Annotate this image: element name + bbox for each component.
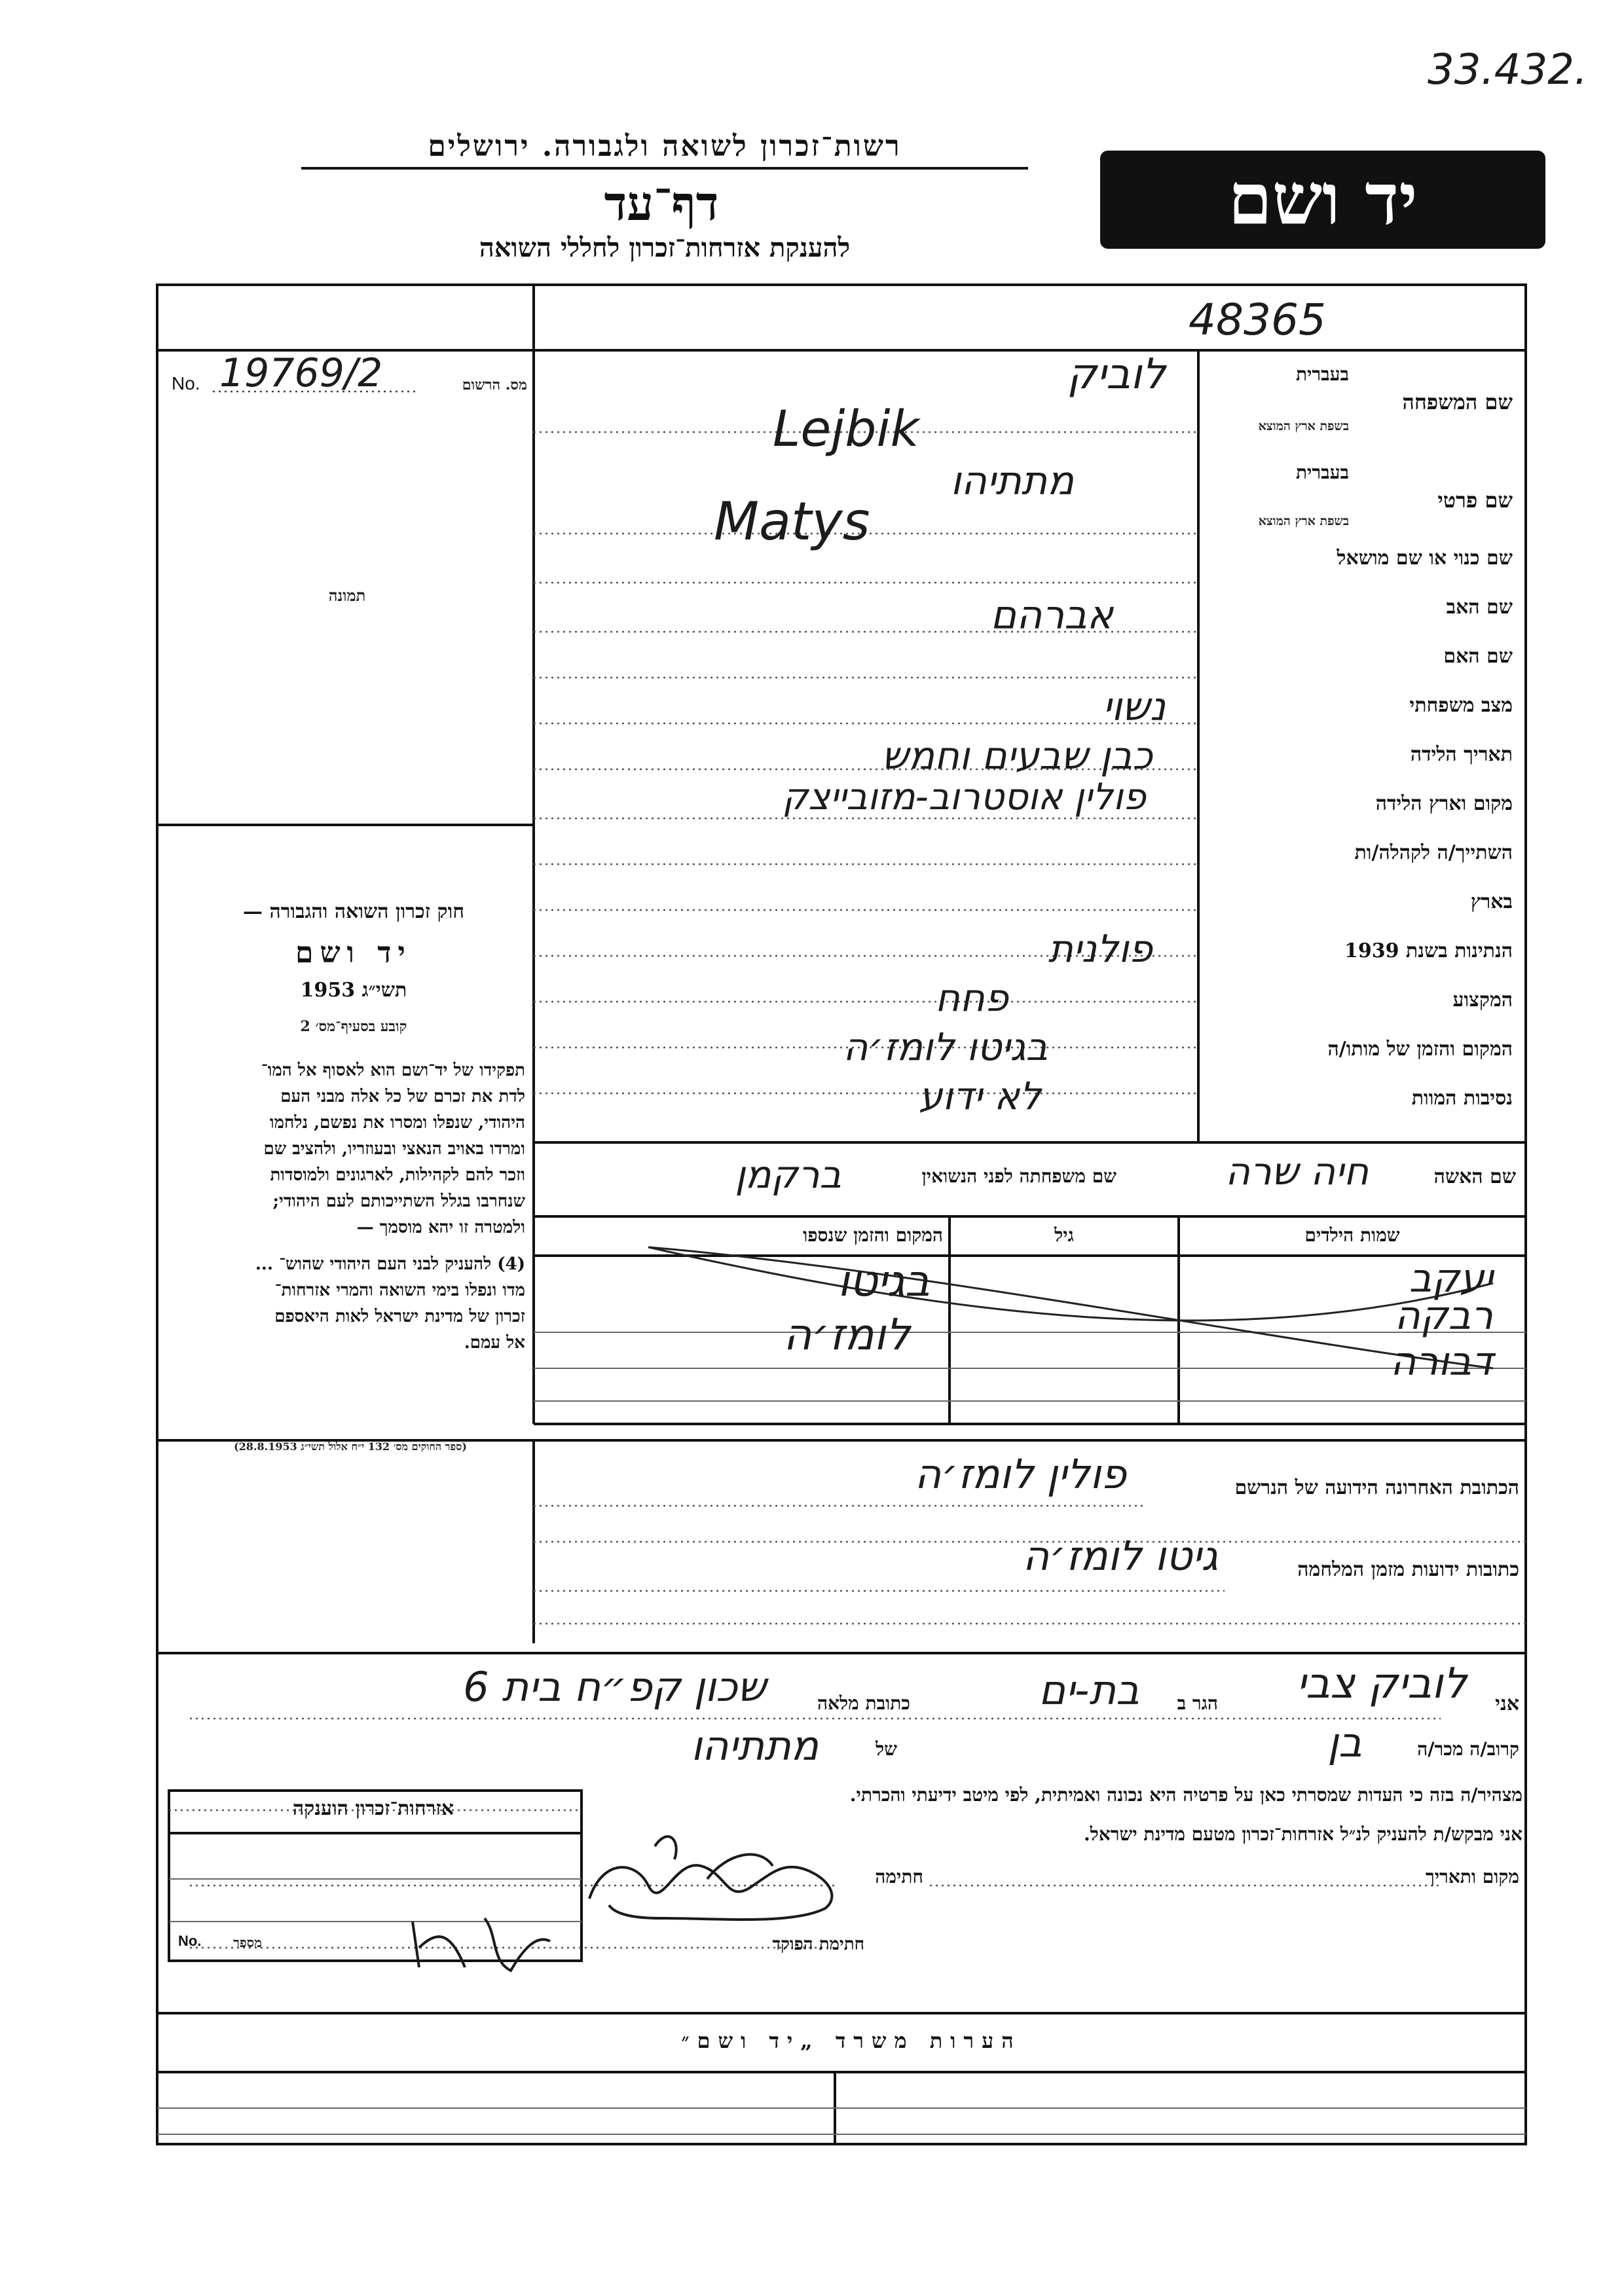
archive-number: 33.432. (1428, 46, 1588, 94)
certificate-number-label: מספר (233, 1935, 262, 1950)
label-citizenship: הנתינות בשנת 1939 (1344, 939, 1513, 962)
stamp-number: 48365 (1189, 295, 1326, 345)
authority-underline (301, 167, 1028, 170)
law-line: אל עמם. (464, 1333, 525, 1353)
law-line: זכרון של מדינת ישראל לאות היאספם (274, 1307, 525, 1326)
label-declarant-i: אני (1495, 1692, 1519, 1715)
label-death: המקום והזמן של מותו/ה (1327, 1038, 1513, 1061)
law-line: ולמטרה זו יהא מוסמך — (356, 1218, 525, 1237)
value-citizenship: פולנית (1048, 926, 1153, 971)
label-resides: הגר ב (1177, 1692, 1218, 1714)
label-first-name: שם פרטי (1437, 488, 1513, 513)
law-year: תשי״ג 1953 (300, 979, 407, 1002)
value-father: אברהם (990, 592, 1113, 638)
value-first-hebrew: מתתיהו (950, 458, 1074, 504)
value-birth-date: כבן שבעים וחמש (881, 733, 1153, 778)
value-declarant-name: לוביק צבי (1296, 1660, 1467, 1708)
children-col-place: המקום והזמן שנספו (803, 1224, 943, 1246)
label-relative: קרוב/ה מכר/ה (1417, 1738, 1519, 1760)
child-name: דבורה (1390, 1339, 1493, 1385)
label-family-origin: בשפת ארץ המוצא (1258, 419, 1349, 433)
value-profession: פחח (934, 975, 1008, 1020)
value-full-address: שכון קפ״ח בית 6 (463, 1663, 766, 1711)
label-birth-date: תאריך הלידה (1410, 743, 1513, 766)
value-family-latin: Lejbik (773, 399, 919, 458)
law-title: חוק זכרון השואה והגבורה — (243, 900, 464, 923)
children-col-names: שמות הילדים (1304, 1224, 1400, 1246)
yad-vashem-logo (1100, 151, 1545, 249)
value-wife-maiden: ברקמן (735, 1152, 841, 1197)
label-marital: מצב משפחתי (1409, 694, 1513, 717)
declarant-signature (576, 1820, 851, 1931)
value-death: בגיטו לומז׳ה (843, 1025, 1048, 1069)
remarks-title: הערות משרד „יד ושם״ (681, 2028, 1022, 2053)
child-name: רבקה (1394, 1293, 1493, 1339)
value-last-address: פולין לומז׳ה (914, 1450, 1126, 1498)
label-first-origin: בשפת ארץ המוצא (1258, 514, 1349, 528)
child-name: יעקב (1409, 1256, 1493, 1302)
law-line: (4) להעניק לבני העם היהודי שהוש־ ... (255, 1254, 525, 1274)
declaration-text: מצהיר/ה בזה כי העדות שמסרתי כאן על פרטיה היא נכונה ואמיתית, לפי מיטב ידיעתי והכרתי. (849, 1784, 1522, 1806)
law-line: וזכר להם לקהילות, לארגונים ולמוסדות (270, 1165, 525, 1185)
label-mother: שם האם (1443, 645, 1513, 668)
label-first-hebrew: בעברית (1295, 462, 1349, 483)
authority-title: רשות־זכרון לשואה ולגבורה. ירושלים (428, 130, 902, 163)
label-country: בארץ (1470, 890, 1513, 913)
logo-text: יד ושם (1228, 158, 1418, 241)
label-death-cause: נסיבות המוות (1411, 1087, 1513, 1110)
label-nickname: שם כנוי או שם מושאל (1337, 547, 1513, 570)
officer-signature (393, 1908, 563, 1980)
value-of: מתתיהו (691, 1722, 819, 1770)
value-family-hebrew: לוביק (1067, 350, 1166, 399)
value-wartime-address: גיטו לומז׳ה (1022, 1532, 1218, 1580)
value-relative: בן (1327, 1719, 1362, 1766)
law-clause: קובע בסעיף־מס׳ 2 (300, 1018, 407, 1035)
child-place: בגיטו (838, 1256, 930, 1306)
label-community: השתייך/ה לקהלה/ות (1354, 841, 1513, 864)
label-last-address: הכתובת האחרונה הידועה של הנרשם (1234, 1476, 1519, 1499)
registration-label: מס. הרשום (462, 376, 527, 393)
label-father: שם האב (1446, 596, 1513, 619)
law-line: לדת את זכרם של כל אלה מבני העם (280, 1087, 525, 1106)
label-officer-signature: חתימת הפוקד (772, 1935, 864, 1954)
child-place: לומז׳ה (783, 1309, 910, 1360)
registration-value: 19769/2 (219, 350, 383, 396)
certificate-title: אזרחות־זכרון הוענקה (292, 1797, 454, 1820)
label-birth-place: מקום וארץ הלידה (1375, 792, 1513, 815)
label-wife: שם האשה (1433, 1165, 1516, 1188)
label-profession: המקצוע (1452, 989, 1513, 1011)
label-signature: חתימה (875, 1866, 923, 1887)
label-full-address: כתובת מלאה (817, 1692, 910, 1714)
children-col-age: גיל (1054, 1224, 1074, 1246)
label-family-name: שם המשפחה (1402, 390, 1513, 414)
value-marital: נשוי (1102, 684, 1166, 730)
value-first-latin: Matys (714, 491, 870, 552)
photo-label: תמונה (328, 586, 366, 605)
form-title: דף־עד (604, 175, 719, 231)
value-wife: חיה שרה (1225, 1149, 1369, 1194)
label-of: של (876, 1738, 897, 1760)
law-line: היהודי, שנפלו ומסרו את נפשם, נלחמו (269, 1113, 525, 1133)
request-text: אני מבקש/ת להעניק לנ״ל אזרחות־זכרון מטעם מדינת ישראל. (1083, 1823, 1522, 1845)
law-name: יד ושם (295, 936, 412, 970)
value-birth-place: פולין אוסטרוב-מזובייצק (782, 776, 1146, 818)
law-text (172, 1057, 525, 1356)
form-subtitle: להענקת אזרחות־זכרון לחללי השואה (479, 232, 851, 263)
registration-no-label: No. (172, 373, 200, 393)
label-wartime-address: כתובות ידועות מזמן המלחמה (1297, 1558, 1519, 1581)
law-line: שנחרבו בגלל השתייכותם לעם היהודי; (272, 1192, 525, 1211)
label-wife-maiden: שם משפחתה לפני הנשואין (921, 1165, 1116, 1187)
value-resides: בת-ים (1039, 1666, 1139, 1714)
value-death-cause: לא ידוע (919, 1074, 1041, 1118)
law-line: ומרדו באויב הנאצי ובעוזריו, ולהציב שם (263, 1139, 525, 1159)
law-line: מדו ונפלו בימי השואה והמרי אזרחות־ (274, 1281, 525, 1300)
label-family-hebrew: בעברית (1295, 363, 1349, 385)
label-place-date: מקום ותאריך (1425, 1866, 1519, 1887)
certificate-no-label: No. (178, 1933, 202, 1949)
law-line: תפקידו של יד־ושם הוא לאסוף אל המו־ (261, 1061, 525, 1080)
law-reference: (ספר החוקים מס׳ 132 י״ח אלול תשי״ג 28.8.1953) (234, 1440, 467, 1453)
